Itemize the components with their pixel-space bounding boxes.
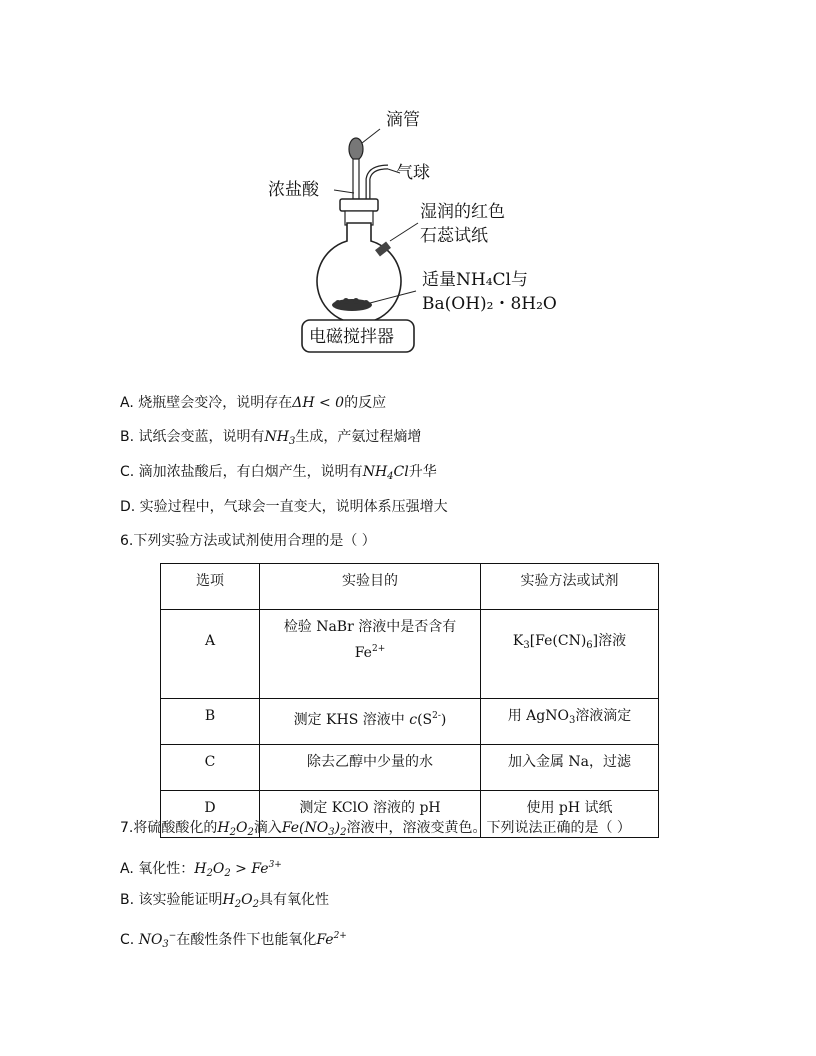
q5-b-text: B. 试纸会变蓝，说明有 [120, 429, 265, 445]
label-dropper: 滴管 [386, 110, 420, 130]
k-sub: 3 [523, 640, 530, 651]
q7-option-b [120, 890, 329, 915]
row-d-method: 使用 pH 试纸 [481, 791, 659, 838]
q7-no-sub: 3 [328, 827, 335, 838]
row-b-charge: 2- [432, 711, 441, 721]
header-method: 实验方法或试剂 [481, 564, 659, 610]
label-paper-1: 湿润的红色 [420, 202, 505, 222]
q7-b-post: 具有氧化性 [258, 892, 329, 908]
q7-c-no-sub: 3 [162, 939, 169, 950]
q7-a-pre: A. 氧化性： [120, 861, 195, 877]
hcl-leader [334, 190, 354, 193]
row-a-purpose [260, 610, 481, 699]
row-c-purpose: 除去乙醇中少量的水 [260, 745, 481, 791]
q5-b-suffix: 生成，产氨过程熵增 [295, 429, 422, 445]
table-header-row [161, 564, 659, 610]
cn-sub: 6 [586, 640, 593, 651]
q7-h: H [217, 820, 230, 836]
q5-c-text: C. 滴加浓盐酸后，有白烟产生，说明有 [120, 464, 363, 480]
table-row [161, 699, 659, 745]
flask-stopper [340, 199, 378, 211]
row-b-method-sub: 3 [568, 715, 576, 726]
row-d-option: D [161, 791, 260, 838]
q7-o: O [235, 820, 248, 836]
method-end: ]溶液 [592, 633, 627, 649]
q5-a-math: ΔH < 0 [292, 395, 345, 411]
q5-c-suffix: 升华 [408, 464, 437, 480]
row-b-s: (S [417, 712, 433, 728]
q7-stem-pre: 7.将硫酸酸化的 [120, 820, 218, 836]
row-a-purpose-line1: 检验 NaBr 溶液中是否含有 [283, 619, 457, 635]
row-d-purpose: 测定 KClO 溶液的 pH [260, 791, 481, 838]
row-a-method [481, 610, 659, 699]
q7-c-no: NO [138, 932, 163, 948]
label-hcl: 浓盐酸 [268, 180, 319, 200]
fe-charge: 2+ [371, 644, 386, 654]
q5-d-text: D. 实验过程中，气球会一直变大，说明体系压强增大 [120, 499, 448, 515]
q7-stem [120, 818, 631, 843]
q7-a-h-sub: 2 [206, 868, 213, 879]
q5-c-math2: Cl [393, 464, 409, 480]
q7-a-o: O [212, 861, 225, 877]
q5-option-c [120, 462, 437, 487]
q7-a-h: H [194, 861, 207, 877]
q5-b-sub: 3 [288, 436, 296, 447]
q5-a-text: A. 烧瓶壁会变冷，说明存在 [120, 395, 293, 411]
row-c-option: C [161, 745, 260, 791]
q7-h-sub: 2 [229, 827, 236, 838]
row-b-purpose-text: 测定 KHS 溶液中 [293, 712, 410, 728]
row-a-purpose-line2 [261, 638, 479, 664]
dropper-leader [362, 129, 380, 143]
label-balloon: 气球 [396, 163, 430, 183]
row-b-method-post: 溶液滴定 [575, 708, 632, 724]
row-b-method-pre: 用 AgNO [507, 708, 569, 724]
table-row [161, 745, 659, 791]
q7-o-sub: 2 [247, 827, 254, 838]
q7-c-fe-charge: 2+ [333, 931, 347, 941]
fe-symbol: Fe [354, 645, 372, 661]
q5-b-math: NH [264, 429, 289, 445]
q7-stem-post: 溶液中，溶液变黄色。下列说法正确的是（ ） [346, 820, 631, 836]
apparatus-figure [240, 95, 570, 365]
q7-a-fe-charge: 3+ [268, 860, 282, 870]
q7-b-h-sub: 2 [234, 899, 242, 910]
row-b-close: ) [440, 712, 447, 728]
q6-table [160, 563, 659, 838]
q7-c-mid: 在酸性条件下也能氧化 [176, 932, 317, 948]
q7-option-c [120, 926, 347, 955]
q7-c-pre: C. [120, 932, 139, 948]
row-b-method [481, 699, 659, 745]
header-option: 选项 [161, 564, 260, 610]
label-paper-2: 石蕊试纸 [420, 226, 488, 246]
method-mid: [Fe(CN) [529, 633, 587, 649]
q7-fe-no: Fe(NO [281, 820, 329, 836]
table-row [161, 610, 659, 699]
q5-c-sub: 4 [387, 471, 394, 482]
q7-stem-mid: 滴入 [253, 820, 282, 836]
q7-b-o: O [241, 892, 253, 908]
q7-option-a [120, 855, 282, 884]
q7-a-o-sub: 2 [224, 868, 231, 879]
row-b-option: B [161, 699, 260, 745]
row-c-method: 加入金属 Na，过滤 [481, 745, 659, 791]
row-b-c: c [409, 712, 418, 728]
q6-stem-text: 6.下列实验方法或试剂使用合理的是（ ） [120, 533, 376, 549]
q7-c-fe: Fe [316, 932, 334, 948]
k-symbol: K [512, 633, 524, 649]
q5-c-math: NH [362, 464, 388, 480]
label-stirrer: 电磁搅拌器 [309, 327, 394, 347]
q7-paren-sub: 2 [340, 827, 347, 838]
q7-b-o-sub: 2 [252, 899, 259, 910]
q7-b-h: H [222, 892, 235, 908]
label-reagent-2: Ba(OH)₂・8H₂O [422, 294, 557, 314]
q7-b-pre: B. 该实验能证明 [120, 892, 223, 908]
q5-option-b [120, 427, 421, 452]
q5-option-a [120, 393, 386, 413]
q7-a-fe: > Fe [230, 861, 269, 877]
dropper-bulb [349, 138, 363, 160]
header-purpose: 实验目的 [260, 564, 481, 610]
row-a-option: A [161, 610, 260, 699]
row-b-purpose [260, 699, 481, 745]
q7-c-no-charge: − [168, 931, 177, 941]
paper-leader [390, 223, 418, 241]
q5-a-suffix: 的反应 [344, 395, 387, 411]
q7-paren: ) [334, 820, 341, 836]
q6-stem [120, 531, 376, 551]
label-reagent-1: 适量NH₄Cl与 [422, 270, 528, 290]
q5-option-d [120, 497, 448, 517]
